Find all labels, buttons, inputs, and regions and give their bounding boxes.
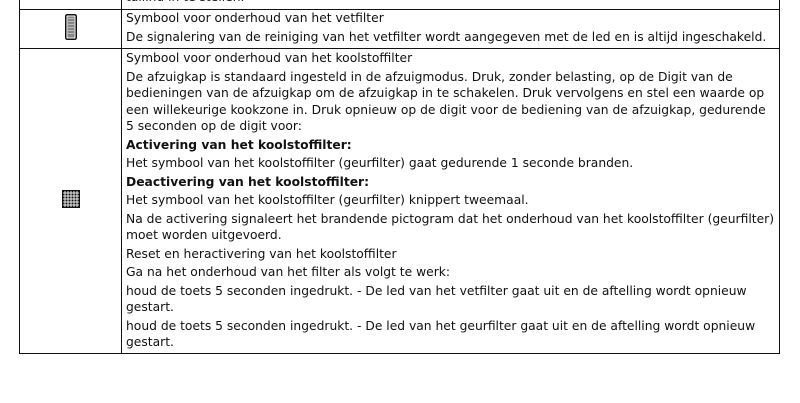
text-cell-koolstoffilter bbox=[122, 49, 780, 354]
table-row-top bbox=[20, 0, 780, 10]
cut-off-text bbox=[126, 0, 244, 1]
activering-heading: Activering van het koolstoffilter: bbox=[126, 137, 352, 152]
activering-text: Het symbool van het koolstoffilter (geurfilter) gaat gedurende 1 seconde branden. bbox=[126, 156, 634, 170]
icon-cell-empty bbox=[20, 0, 122, 10]
text-cell-top bbox=[122, 0, 780, 10]
reset-step-2: houd de toets 5 seconden ingedrukt. - De led van het geurfilter gaat uit en de aftelling wordt opnieuw gestart. bbox=[126, 318, 756, 349]
reset-step-1: houd de toets 5 seconden ingedrukt. - De led van het vetfilter gaat uit en de aftelling wordt opnieuw gestart. bbox=[126, 283, 747, 314]
vetfilter-title: Symbool voor onderhoud van het vetfilter bbox=[126, 11, 384, 25]
vetfilter-icon bbox=[65, 14, 77, 44]
text-cell-vetfilter bbox=[122, 10, 780, 49]
icon-cell-vetfilter bbox=[20, 10, 122, 49]
table-row-koolstoffilter bbox=[20, 49, 780, 354]
maintenance-table bbox=[19, 0, 780, 354]
koolstoffilter-title: Symbool voor onderhoud van het koolstoffilter bbox=[126, 51, 413, 65]
koolstoffilter-icon bbox=[61, 189, 81, 213]
reset-intro: Ga na het onderhoud van het filter als volgt te werk: bbox=[126, 265, 451, 279]
reset-title: Reset en heractivering van het koolstoffilter bbox=[126, 246, 397, 261]
vetfilter-description: De signalering van de reiniging van het vetfilter wordt aangegeven met de led en is altijd ingeschakeld. bbox=[126, 29, 767, 44]
icon-cell-koolstoffilter bbox=[20, 49, 122, 354]
deactivering-heading: Deactivering van het koolstoffilter: bbox=[126, 174, 370, 189]
table-row-vetfilter bbox=[20, 10, 780, 49]
koolstoffilter-intro: De afzuigkap is standaard ingesteld in de afzuigmodus. Druk, zonder belasting, op de Digit van de bedieningen van de afzuigkap om de afzuigkap in te schakelen. Druk vervolgens en stel een waarde op een willekeurige kookzone in. Druk opnieuw op de digit voor de bediening van de afzuigkap, gedurende 5 seconden op de digit voor: bbox=[126, 69, 766, 133]
deactivering-text: Het symbool van het koolstoffilter (geurfilter) knippert tweemaal. bbox=[126, 193, 529, 207]
maintenance-note: Na de activering signaleert het brandende pictogram dat het onderhoud van het koolstoffilter (geurfilter) moet worden uitgevoerd. bbox=[126, 211, 774, 242]
